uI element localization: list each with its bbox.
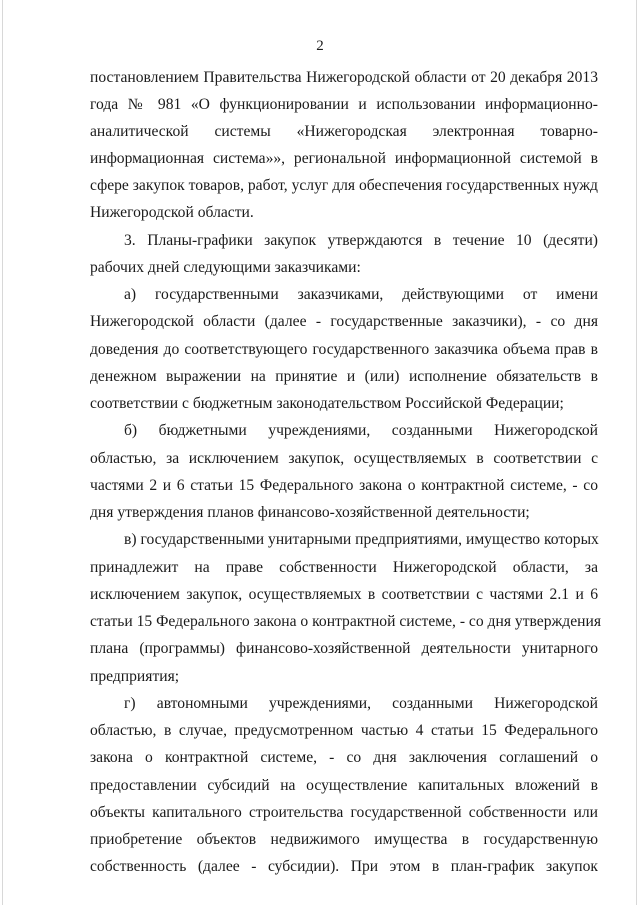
text-line: дня утверждения планов финансово-хозяйственной деятельности; [90,504,530,521]
text-line: частями 2 и 6 статьи 15 Федерального закона о контрактной системе, - со [90,477,598,494]
text-line: плана (программы) финансово-хозяйственной деятельности унитарного [90,640,598,657]
text-line: постановлением Правительства Нижегородской области от 20 декабря 2013 [90,69,598,86]
text-line: областью, за исключением закупок, осуществляемых в соответствии с [90,450,598,467]
text-line: исключением закупок, осуществляемых в соответствии с частями 2.1 и 6 [90,586,598,603]
text-line: а) государственными заказчиками, действующими от имени [124,286,598,303]
text-line: объекты капитального строительства государственной собственности или [90,804,598,821]
text-line: областью, в случае, предусмотренном частью 4 статьи 15 Федерального [90,722,598,739]
text-line: 3. Планы-графики закупок утверждаются в течение 10 (десяти) [124,232,598,249]
scan-right-edge [636,0,637,905]
scan-left-edge [2,0,3,905]
text-line: предоставлении субсидий на осуществление капитальных вложений в [90,777,598,794]
text-line: информационная система»», региональной информационной системой в [90,150,598,167]
text-line: собственность (далее - субсидии). При этом в план-график закупок [90,858,598,875]
text-line: Нижегородской области. [90,204,254,221]
text-line: г) автономными учреждениями, созданными Нижегородской [124,695,598,712]
text-line: в) государственными унитарными предприятиями, имущество которых [124,531,599,548]
text-line: Нижегородской области (далее - государственные заказчики), - со дня [90,313,598,330]
text-line: сфере закупок товаров, работ, услуг для обеспечения государственных нужд [90,177,598,194]
text-line: приобретение объектов недвижимого имущества в государственную [90,831,598,848]
text-line: года № 981 «О функционировании и использовании информационно- [90,96,598,113]
text-line: соответствии с бюджетным законодательством Российской Федерации; [90,395,564,412]
text-line: закона о контрактной системе, - со дня заключения соглашений о [90,749,598,766]
text-line: б) бюджетными учреждениями, созданными Нижегородской [124,422,598,439]
text-line: принадлежит на праве собственности Нижегородской области, за [90,559,598,576]
text-line: денежном выражении на принятие и (или) исполнение обязательств в [90,368,598,385]
text-line: аналитической системы «Нижегородская электронная товарно- [90,123,598,140]
text-line: предприятия; [90,668,180,685]
page-number: 2 [316,38,324,54]
text-line: доведения до соответствующего государственного заказчика объема прав в [90,341,598,358]
text-line: статьи 15 Федерального закона о контрактной системе, - со дня утверждения [90,613,601,630]
text-line: рабочих дней следующими заказчиками: [90,259,361,276]
